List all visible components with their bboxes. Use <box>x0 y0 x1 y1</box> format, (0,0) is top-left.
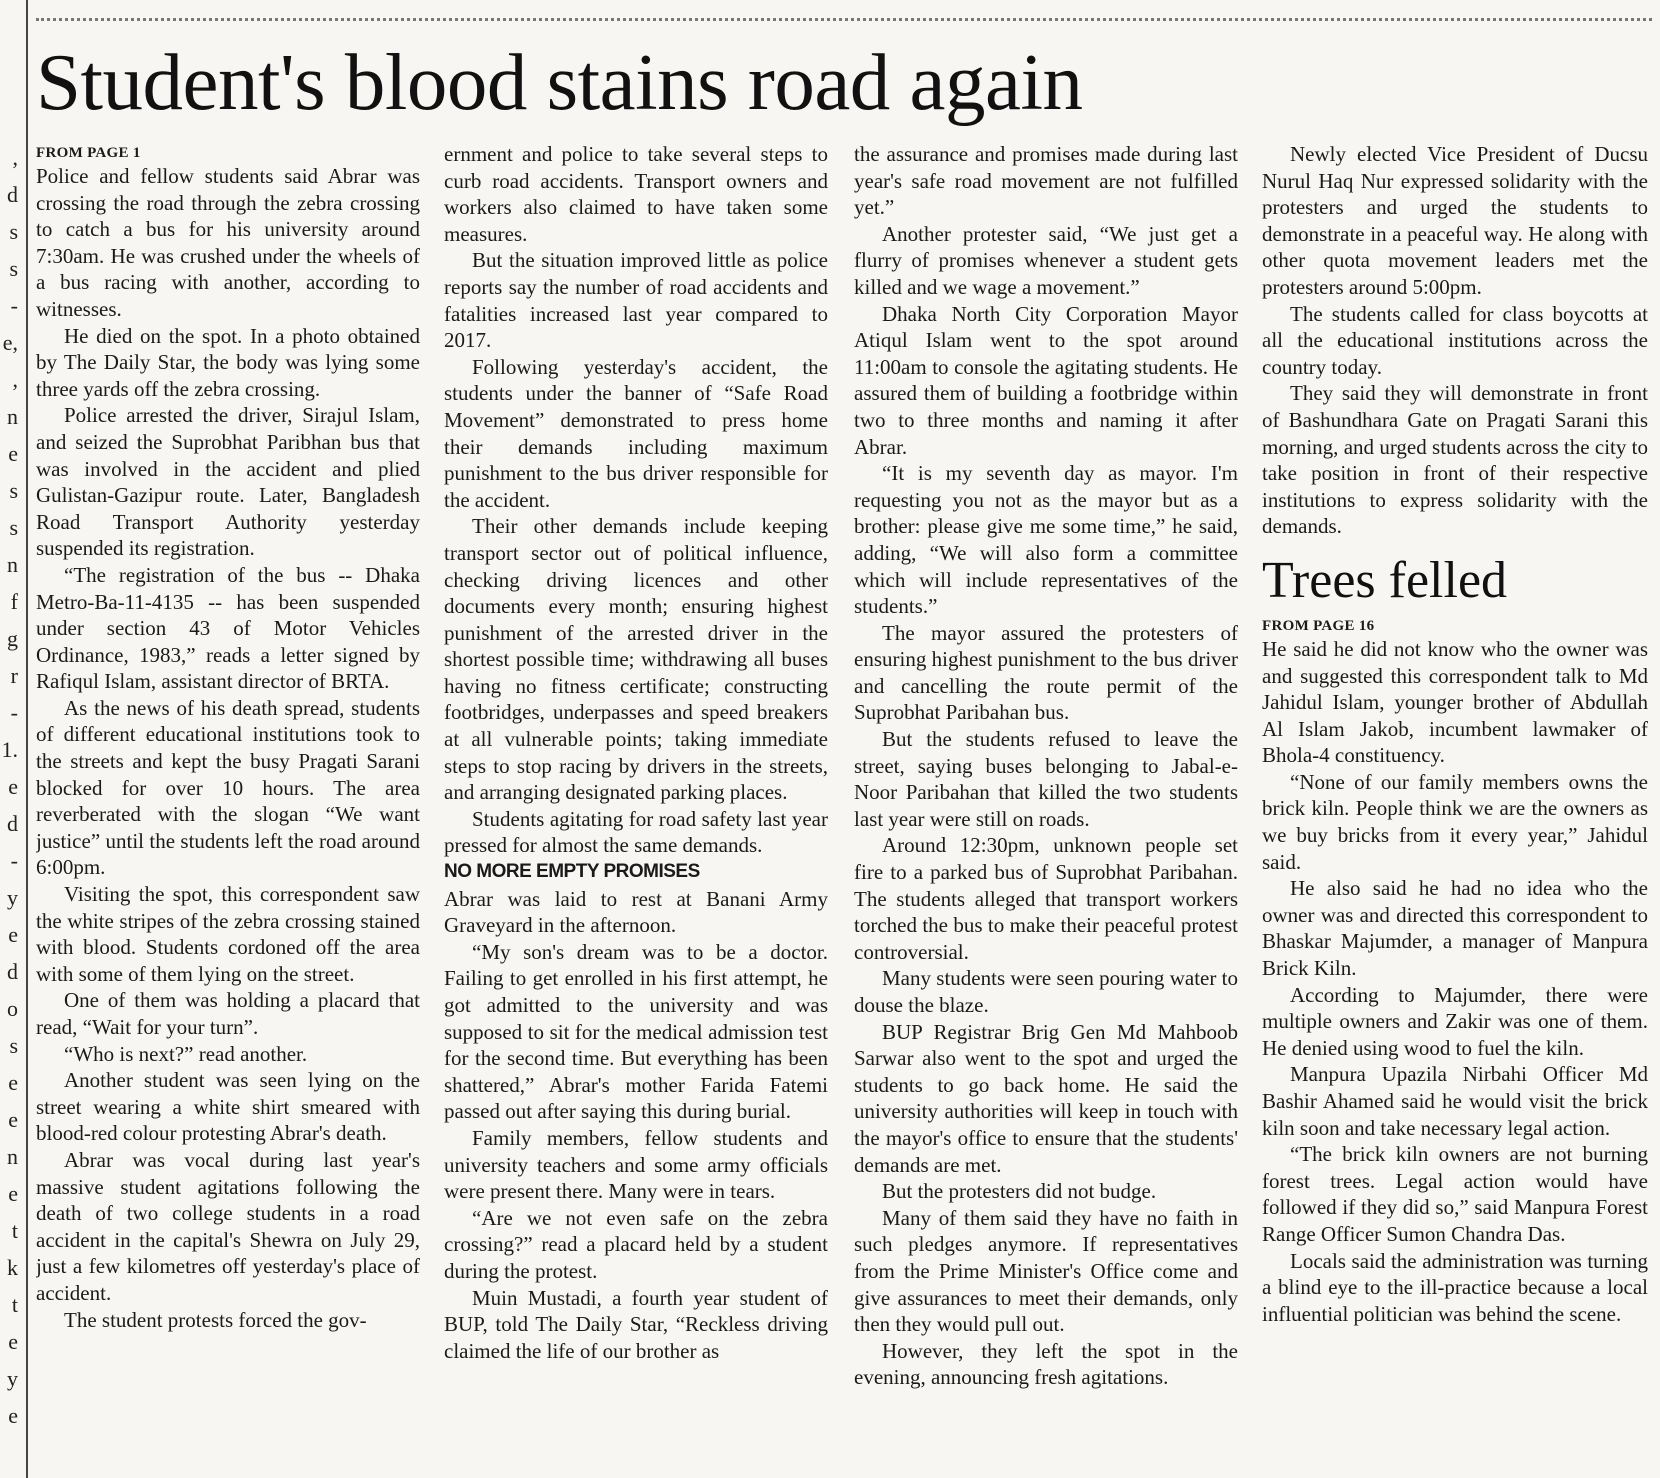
margin-fragment: - <box>10 848 18 873</box>
article-column-2 <box>444 141 828 1475</box>
article-column-3 <box>854 141 1238 1475</box>
margin-fragment: e <box>8 441 18 466</box>
margin-fragment: g <box>7 626 18 651</box>
paragraph: As the news of his death spread, students of different educational institutions took to the streets and kept the busy Pragati Sarani blocked for over 10 hours. The area reverberated with the slogan “We want justice” until the students left the road around 6:00pm. <box>36 695 420 880</box>
paragraph: Dhaka North City Corporation Mayor Atiqul Islam went to the spot around 11:00am to console the agitating students. He assured them of building a footbridge within two to three months and naming it after Abrar. <box>854 301 1238 459</box>
margin-fragment: t <box>11 1218 18 1243</box>
paragraph: “The brick kiln owners are not burning forest trees. Legal action would have followed if they did so,” said Manpura Forest Range Officer Sumon Chandra Das. <box>1262 1142 1648 1246</box>
section-subhead: NO MORE EMPTY PROMISES <box>444 861 700 883</box>
paragraph: Newly elected Vice President of Ducsu Nurul Haq Nur expressed solidarity with the protesters and urged the students to demonstrate in a peaceful way. He along with other quota movement leaders met the protesters around 5:00pm. <box>1262 142 1648 299</box>
column-1-body <box>36 163 420 1333</box>
paragraph: He said he did not know who the owner was and suggested this correspondent talk to Md Jahidul Islam, younger brother of Abdullah Al Islam Jakob, incumbent lawmaker of Bhola-4 constituency. <box>1262 636 1648 768</box>
margin-fragment: k <box>7 1255 18 1280</box>
margin-fragment: n <box>7 404 18 429</box>
margin-fragment: y <box>7 885 18 910</box>
margin-fragment: e, <box>2 330 18 355</box>
margin-fragment: - <box>10 700 18 725</box>
paragraph: Muin Mustadi, a fourth year student of BUP, told The Daily Star, “Reckless driving claimed the life of our brother as <box>444 1285 828 1363</box>
paragraph: “It is my seventh day as mayor. I'm requesting you not as the mayor but as a brother: please give me some time,” he said, adding, “We will also form a committee which will include representatives of the students.” <box>854 461 1238 619</box>
main-headline: Student's blood stains road again <box>36 37 1083 127</box>
paragraph: He also said he had no idea who the owner was and directed this correspondent to Bhaskar Majumder, a manager of Manpura Brick Kiln. <box>1262 876 1648 981</box>
margin-fragment: s <box>9 1033 18 1058</box>
margin-fragment: n <box>7 1144 18 1169</box>
paragraph: Their other demands include keeping transport sector out of political influence, checking driving licences and other documents every month; ensuring highest punishment of the arrested driver in the shortest possible time; withdrawing all buses having no fitness certificate; constructing footbridges, underpasses and speed breakers at all vulnerable points; taking immediate steps to stop racing by drivers in the streets, and arranging designated parking places. <box>444 514 828 805</box>
margin-fragment: o <box>7 996 18 1021</box>
adjacent-column-edge <box>0 0 28 1478</box>
paragraph: The student protests forced the gov- <box>64 1307 367 1332</box>
margin-fragment: , <box>12 145 18 170</box>
margin-fragment: e <box>8 1181 18 1206</box>
top-dotted-rule <box>36 18 1652 21</box>
margin-fragment: t <box>11 1292 18 1317</box>
paragraph: “Who is next?” read another. <box>64 1041 308 1066</box>
margin-fragment: f <box>10 589 18 614</box>
margin-fragment: - <box>10 293 18 318</box>
margin-fragment: s <box>9 256 18 281</box>
paragraph: “The registration of the bus -- Dhaka Metro-Ba-11-4135 -- has been suspended under section 43 of Motor Vehicles Ordinance, 1983,” reads a letter signed by Rafiqul Islam, assistant director of BRTA. <box>36 562 420 694</box>
paragraph: Students agitating for road safety last year pressed for almost the same demands. <box>444 806 828 858</box>
margin-fragment: d <box>7 182 18 207</box>
margin-fragment: s <box>9 515 18 540</box>
margin-fragment: r <box>10 663 18 688</box>
paragraph: Following yesterday's accident, the students under the banner of “Safe Road Movement” demonstrated to press home their demands including maximum punishment to the bus driver responsible for the accident. <box>444 354 828 512</box>
paragraph: ernment and police to take several steps to curb road accidents. Transport owners and workers also claimed to have taken some measures. <box>444 142 828 246</box>
margin-fragment: e <box>8 1070 18 1095</box>
column-3-body <box>854 141 1238 1391</box>
paragraph: But the students refused to leave the street, saying buses belonging to Jabal-e-Noor Paribahan that killed the two students last year were still on roads. <box>854 727 1238 831</box>
paragraph: But the protesters did not budge. <box>882 1179 1157 1204</box>
column-2-body-a <box>444 141 828 859</box>
paragraph: Locals said the administration was turning a blind eye to the ill-practice because a local influential politician was behind the scene. <box>1262 1248 1648 1326</box>
column-4-body <box>1262 141 1648 540</box>
paragraph: The mayor assured the protesters of ensuring highest punishment to the bus driver and cancelling the route permit of the Suprobhat Paribahan bus. <box>854 620 1238 725</box>
paragraph: Manpura Upazila Nirbahi Officer Md Bashir Ahamed said he would visit the brick kiln soon and take necessary legal action. <box>1262 1062 1648 1140</box>
paragraph: But the situation improved little as police reports say the number of road accidents and fatalities increased last year compared to 2017. <box>444 248 828 353</box>
article-column-1 <box>36 141 420 1475</box>
second-article-body <box>1262 636 1648 1327</box>
paragraph: Many students were seen pouring water to douse the blaze. <box>854 966 1238 1017</box>
paragraph: Police arrested the driver, Sirajul Islam, and seized the Suprobhat Paribhan bus that was involved in the accident and plied Gulistan-Gazipur route. Later, Bangladesh Road Transport Authority yesterday suspended its registration. <box>36 403 420 561</box>
paragraph: “None of our family members owns the brick kiln. People think we are the owners as we buy bricks from it every year,” Jahidul said. <box>1262 769 1648 874</box>
margin-fragment: e <box>8 1329 18 1354</box>
paragraph: He died on the spot. In a photo obtained by The Daily Star, the body was lying some three yards off the zebra crossing. <box>36 323 420 401</box>
paragraph: Many of them said they have no faith in such pledges anymore. If representatives from the Prime Minister's Office come and give assurances to meet their demands, only then they would pull out. <box>854 1205 1238 1337</box>
second-article-kicker: FROM PAGE 16 <box>1262 617 1375 634</box>
margin-fragment: 1. <box>1 737 18 762</box>
paragraph: Abrar was laid to rest at Banani Army Graveyard in the afternoon. <box>444 886 828 938</box>
paragraph: They said they will demonstrate in front of Bashundhara Gate on Pragati Sarani this morning, and urged students across the city to take position in front of their respective institutions to express solidarity with the demands. <box>1262 381 1648 539</box>
article-column-4 <box>1262 141 1648 1475</box>
margin-fragment: e <box>8 922 18 947</box>
paragraph: the assurance and promises made during last year's safe road movement are not fulfilled yet.” <box>854 142 1238 220</box>
margin-fragment: e <box>8 774 18 799</box>
paragraph: According to Majumder, there were multiple owners and Zakir was one of them. He denied using wood to fuel the kiln. <box>1262 982 1648 1060</box>
paragraph: “Are we not even safe on the zebra crossing?” read a placard held by a student during the protest. <box>444 1205 828 1283</box>
paragraph: The students called for class boycotts at all the educational institutions across the country today. <box>1262 301 1648 379</box>
paragraph: Visiting the spot, this correspondent saw the white stripes of the zebra crossing stained with blood. Students cordoned off the area with some of them lying on the street. <box>36 882 420 986</box>
margin-fragment: e <box>8 1403 18 1428</box>
second-article-headline: Trees felled <box>1262 551 1508 609</box>
paragraph: Another student was seen lying on the street wearing a white shirt smeared with blood-red colour protesting Abrar's death. <box>36 1068 420 1146</box>
paragraph: Another protester said, “We just get a flurry of promises whenever a student gets killed and we wage a movement.” <box>854 221 1238 299</box>
column-2-body-b <box>444 886 828 1365</box>
paragraph: Police and fellow students said Abrar was crossing the road through the zebra crossing to catch a bus for his university around 7:30am. He was crushed under the wheels of a bus racing with another, according to witnesses. <box>36 164 420 321</box>
paragraph: BUP Registrar Brig Gen Md Mahboob Sarwar also went to the spot and urged the students to go back home. He said the university authorities will keep in touch with the mayor's office to ensure that the students' demands are met. <box>854 1019 1238 1177</box>
jump-kicker: FROM PAGE 1 <box>36 145 141 161</box>
paragraph: One of them was holding a placard that read, “Wait for your turn”. <box>36 988 420 1039</box>
paragraph: Around 12:30pm, unknown people set fire to a parked bus of Suprobhat Paribahan. The students alleged that transport workers torched the bus to make their peaceful protest controversial. <box>854 833 1238 964</box>
margin-fragment: e <box>8 1107 18 1132</box>
paragraph: “My son's dream was to be a doctor. Failing to get enrolled in his first attempt, he got admitted to the university and was supposed to sit for the medical admission test for the second time. But everything has been shattered,” Abrar's mother Farida Fatemi passed out after saying this during burial. <box>444 939 828 1124</box>
margin-fragment: s <box>9 219 18 244</box>
margin-fragment: d <box>7 959 18 984</box>
paragraph: Abrar was vocal during last year's massive student agitations following the death of two college students in a road accident in the capital's Shewra on July 29, just a few kilometres off yesterday's place of accident. <box>36 1147 420 1305</box>
paragraph: Family members, fellow students and university teachers and some army officials were present there. Many were in tears. <box>444 1125 828 1204</box>
margin-fragment: d <box>7 811 18 836</box>
margin-fragment: s <box>9 478 18 503</box>
margin-fragment: n <box>7 552 18 577</box>
paragraph: However, they left the spot in the evening, announcing fresh agitations. <box>854 1338 1238 1390</box>
margin-fragment: , <box>12 367 18 392</box>
margin-fragment: y <box>7 1366 18 1391</box>
